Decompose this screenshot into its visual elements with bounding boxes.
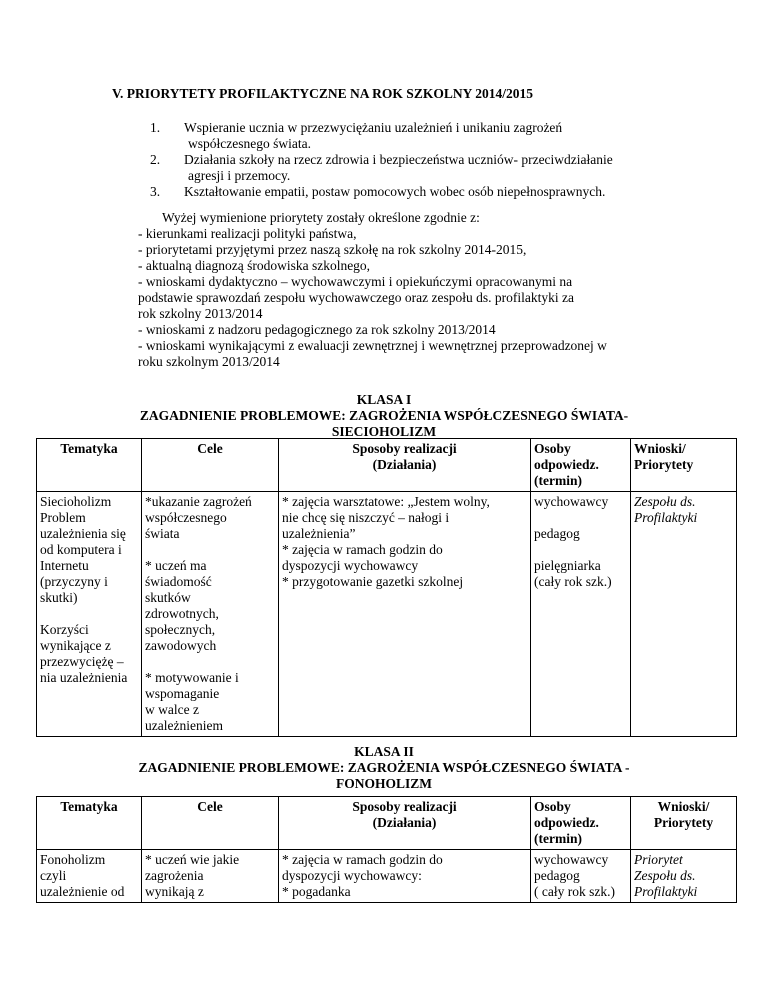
klasa1-table xyxy=(36,438,737,737)
header-cele: Cele xyxy=(142,439,279,492)
priority-text: współczesnego świata. xyxy=(188,136,311,151)
intro-line: - wnioskami wynikającymi z ewaluacji zewnętrznej i wewnętrznej przeprowadzonej w xyxy=(138,338,607,353)
klasa2-title-line: FONOHOLIZM xyxy=(335,776,432,791)
header-tematyka: Tematyka xyxy=(37,797,142,850)
klasa1-title-line: ZAGADNIENIE PROBLEMOWE: ZAGROŻENIA WSPÓŁCZESNEGO ŚWIATA- xyxy=(139,408,629,423)
cell-wnioski: Priorytet Zespołu ds. Profilaktyki xyxy=(631,850,737,903)
klasa2-title-line: ZAGADNIENIE PROBLEMOWE: ZAGROŻENIA WSPÓŁCZESNEGO ŚWIATA - xyxy=(138,760,630,775)
intro-line: - aktualną diagnozą środowiska szkolnego, xyxy=(138,258,371,273)
priority-text: Wspieranie ucznia w przezwyciężaniu uzależnień i unikaniu zagrożeń xyxy=(184,120,563,135)
header-osoby: Osoby odpowiedz. (termin) xyxy=(531,797,631,850)
table-row xyxy=(37,492,737,737)
header-tematyka: Tematyka xyxy=(37,439,142,492)
intro-line: podstawie sprawozdań zespołu wychowawczego oraz zespołu ds. profilaktyki za xyxy=(138,290,574,305)
klasa1-title-line: KLASA I xyxy=(356,392,412,407)
cell-cele: * uczeń wie jakie zagrożenia wynikają z xyxy=(142,850,279,903)
priority-number: 2. xyxy=(150,152,161,167)
intro-lead: Wyżej wymienione priorytety zostały określone zgodnie z: xyxy=(162,210,480,225)
header-osoby: Osoby odpowiedz. (termin) xyxy=(531,439,631,492)
klasa2-table xyxy=(36,796,737,903)
priority-item xyxy=(150,152,710,184)
priority-number: 1. xyxy=(150,120,161,135)
priority-number: 3. xyxy=(150,184,161,199)
intro-line: rok szkolny 2013/2014 xyxy=(138,306,263,321)
intro-paragraph xyxy=(138,210,698,370)
cell-wnioski: Zespołu ds. Profilaktyki xyxy=(631,492,737,737)
klasa2-title xyxy=(0,744,768,792)
table-row xyxy=(37,850,737,903)
table-header-row xyxy=(37,797,737,850)
intro-line: - wnioskami dydaktyczno – wychowawczymi i opiekuńczymi opracowanymi na xyxy=(138,274,573,289)
priority-text: Działania szkoły na rzecz zdrowia i bezpieczeństwa uczniów- przeciwdziałanie xyxy=(184,152,613,167)
intro-line: - wnioskami z nadzoru pedagogicznego za rok szkolny 2013/2014 xyxy=(138,322,496,337)
header-wnioski: Wnioski/ Priorytety xyxy=(631,797,737,850)
cell-sposoby: * zajęcia warsztatowe: „Jestem wolny, nie chcę się niszczyć – nałogi i uzależnienia” * zajęcia w ramach godzin do dyspozycji wychowawcy * przygotowanie gazetki szkolnej xyxy=(279,492,531,737)
cell-cele: *ukazanie zagrożeń współczesnego świata * uczeń ma świadomość skutków zdrowotnych, społecznych, zawodowych * motywowanie i wspomaganie w walce z uzależnieniem xyxy=(142,492,279,737)
priority-text: agresji i przemocy. xyxy=(188,168,291,183)
cell-tematyka: Siecioholizm Problem uzależnienia się od komputera i Internetu (przyczyny i skutki) Korzyści wynikające z przezwyciężę – nia uzależnienia xyxy=(37,492,142,737)
intro-line: roku szkolnym 2013/2014 xyxy=(138,354,280,369)
klasa1-title xyxy=(0,392,768,440)
cell-osoby: wychowawcy pedagog pielęgniarka (cały rok szk.) xyxy=(531,492,631,737)
section-heading: V. PRIORYTETY PROFILAKTYCZNE NA ROK SZKOLNY 2014/2015 xyxy=(112,86,533,101)
table-header-row xyxy=(37,439,737,492)
intro-line: - priorytetami przyjętymi przez naszą szkołę na rok szkolny 2014-2015, xyxy=(138,242,527,257)
klasa1-title-line: SIECIOHOLIZM xyxy=(331,424,437,439)
cell-tematyka: Fonoholizm czyli uzależnienie od xyxy=(37,850,142,903)
intro-line: - kierunkami realizacji polityki państwa, xyxy=(138,226,357,241)
priority-item xyxy=(150,120,710,152)
klasa2-title-line: KLASA II xyxy=(354,744,414,759)
header-cele: Cele xyxy=(142,797,279,850)
priority-text: Kształtowanie empatii, postaw pomocowych wobec osób niepełnosprawnych. xyxy=(184,184,606,199)
cell-sposoby: * zajęcia w ramach godzin do dyspozycji wychowawcy: * pogadanka xyxy=(279,850,531,903)
priority-item xyxy=(150,184,710,200)
cell-osoby: wychowawcy pedagog ( cały rok szk.) xyxy=(531,850,631,903)
header-sposoby: Sposoby realizacji (Działania) xyxy=(279,797,531,850)
header-wnioski: Wnioski/ Priorytety xyxy=(631,439,737,492)
priorities-list xyxy=(150,120,710,200)
header-sposoby: Sposoby realizacji (Działania) xyxy=(279,439,531,492)
